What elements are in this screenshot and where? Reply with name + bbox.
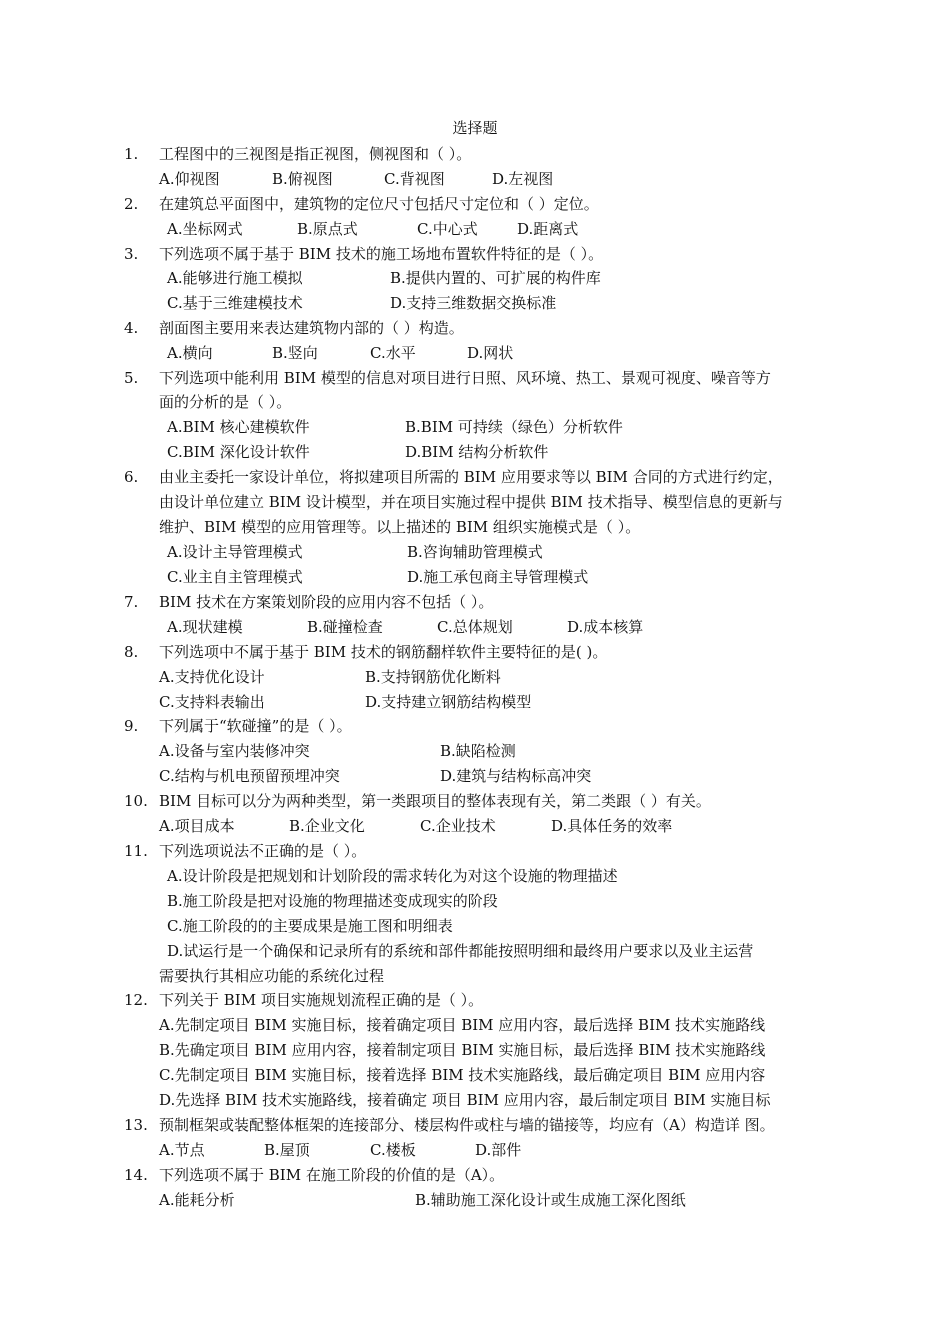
- option-d: D.部件: [475, 1141, 522, 1159]
- option-b: B.碰撞检查: [307, 618, 383, 636]
- option-c: C.中心式: [417, 220, 478, 238]
- option-d: D.网状: [467, 344, 514, 362]
- question-text: 维护、BIM 模型的应用管理等。以上描述的 BIM 组织实施模式是（ ）。: [159, 518, 641, 536]
- option-d: D.具体任务的效率: [551, 817, 673, 835]
- option-c: C.结构与机电预留预埋冲突: [159, 767, 340, 785]
- question-number: 2.: [124, 195, 139, 213]
- option-b: B.辅助施工深化设计或生成施工深化图纸: [415, 1191, 686, 1209]
- option-b: B.BIM 可持续（绿色）分析软件: [405, 418, 623, 436]
- question-text: 下列属于“软碰撞”的是（ ）。: [159, 717, 352, 735]
- option-d: D.建筑与结构标高冲突: [440, 767, 592, 785]
- question-number: 6.: [124, 468, 139, 486]
- question-number: 8.: [124, 643, 139, 661]
- question-text: 下列选项中能利用 BIM 模型的信息对项目进行日照、风环境、热工、景观可视度、噪音等方: [159, 369, 771, 387]
- question-text: 下列选项不属于基于 BIM 技术的施工场地布置软件特征的是（ ）。: [159, 245, 604, 263]
- option-c: C.水平: [370, 344, 416, 362]
- option-c: C.业主自主管理模式: [167, 568, 303, 586]
- question-text: 剖面图主要用来表达建筑物内部的（ ）构造。: [159, 319, 464, 337]
- page-title: 选择题: [452, 119, 498, 137]
- option-a: A.现状建模: [167, 618, 243, 636]
- option-c: C.楼板: [370, 1141, 416, 1159]
- question-number: 14.: [124, 1166, 148, 1184]
- option-b: B.先确定项目 BIM 应用内容，接着制定项目 BIM 实施目标，最后选择 BIM 技术实施路线: [159, 1041, 766, 1059]
- option-d: D.左视图: [492, 170, 554, 188]
- option-d: D.距离式: [517, 220, 579, 238]
- question-text: 下列关于 BIM 项目实施规划流程正确的是（ ）。: [159, 991, 484, 1009]
- option-a: A.横向: [167, 344, 213, 362]
- question-number: 7.: [124, 593, 139, 611]
- option-c: C.先制定项目 BIM 实施目标，接着选择 BIM 技术实施路线，最后确定项目 BIM 应用内容: [159, 1066, 766, 1084]
- question-number: 12.: [124, 991, 148, 1009]
- question-text: 下列选项说法不正确的是（ ）。: [159, 842, 367, 860]
- question-number: 4.: [124, 319, 139, 337]
- option-c: C.基于三维建模技术: [167, 294, 303, 312]
- question-text: 在建筑总平面图中，建筑物的定位尺寸包括尺寸定位和（ ）定位。: [159, 195, 599, 213]
- option-a: A.能耗分析: [159, 1191, 235, 1209]
- question-text: 面的分析的是（ ）。: [159, 393, 292, 411]
- option-b: B.提供内置的、可扩展的构件库: [390, 269, 601, 287]
- option-a: A.BIM 核心建模软件: [167, 418, 310, 436]
- option-b: B.企业文化: [289, 817, 365, 835]
- question-number: 1.: [124, 145, 139, 163]
- option-b: B.原点式: [297, 220, 358, 238]
- question-number: 10.: [124, 792, 148, 810]
- question-number: 13.: [124, 1116, 148, 1134]
- question-text: BIM 技术在方案策划阶段的应用内容不包括（ ）。: [159, 593, 494, 611]
- question-text: 下列选项不属于 BIM 在施工阶段的价值的是（A）。: [159, 1166, 505, 1184]
- option-c: C.总体规划: [437, 618, 513, 636]
- question-text: 预制框架或装配整体框架的连接部分、楼层构件或柱与墙的锚接等，均应有（A）构造详 图。: [159, 1116, 775, 1134]
- option-d: D.施工承包商主导管理模式: [407, 568, 589, 586]
- question-number: 5.: [124, 369, 139, 387]
- option-a: A.设计阶段是把规划和计划阶段的需求转化为对这个设施的物理描述: [167, 867, 618, 885]
- option-b: B.竖向: [272, 344, 318, 362]
- option-d: D.成本核算: [567, 618, 644, 636]
- question-text: 下列选项中不属于基于 BIM 技术的钢筋翻样软件主要特征的是( )。: [159, 643, 608, 661]
- option-a: A.设备与室内装修冲突: [159, 742, 310, 760]
- option-b: B.咨询辅助管理模式: [407, 543, 543, 561]
- question-text: 由业主委托一家设计单位，将拟建项目所需的 BIM 应用要求等以 BIM 合同的方式进行约定，: [159, 468, 783, 486]
- option-d: D.试运行是一个确保和记录所有的系统和部件都能按照明细和最终用户要求以及业主运营: [167, 942, 754, 960]
- option-a: A.支持优化设计: [159, 668, 265, 686]
- question-number: 11.: [124, 842, 148, 860]
- question-text: BIM 目标可以分为两种类型，第一类跟项目的整体表现有关，第二类跟（ ）有关。: [159, 792, 711, 810]
- option-c: C.BIM 深化设计软件: [167, 443, 310, 461]
- option-c: C.施工阶段的的主要成果是施工图和明细表: [167, 917, 453, 935]
- option-d: D.BIM 结构分析软件: [405, 443, 549, 461]
- option-c: C.支持料表输出: [159, 693, 265, 711]
- option-d-continued: 需要执行其相应功能的系统化过程: [159, 967, 385, 985]
- option-d: D.支持三维数据交换标准: [390, 294, 557, 312]
- option-d: D.先选择 BIM 技术实施路线，接着确定 项目 BIM 应用内容，最后制定项目 BIM 实施目标: [159, 1091, 771, 1109]
- option-b: B.俯视图: [272, 170, 333, 188]
- option-a: A.仰视图: [159, 170, 220, 188]
- option-d: D.支持建立钢筋结构模型: [365, 693, 532, 711]
- question-text: 由设计单位建立 BIM 设计模型，并在项目实施过程中提供 BIM 技术指导、模型信息的更新与: [159, 493, 783, 511]
- option-b: B.支持钢筋优化断料: [365, 668, 501, 686]
- option-c: C.背视图: [384, 170, 445, 188]
- option-a: A.项目成本: [159, 817, 235, 835]
- question-number: 9.: [124, 717, 139, 735]
- option-a: A.节点: [159, 1141, 205, 1159]
- option-c: C.企业技术: [420, 817, 496, 835]
- option-b: B.屋顶: [264, 1141, 310, 1159]
- option-a: A.设计主导管理模式: [167, 543, 303, 561]
- option-b: B.缺陷检测: [440, 742, 516, 760]
- option-b: B.施工阶段是把对设施的物理描述变成现实的阶段: [167, 892, 498, 910]
- option-a: A.先制定项目 BIM 实施目标，接着确定项目 BIM 应用内容，最后选择 BIM 技术实施路线: [159, 1016, 766, 1034]
- question-text: 工程图中的三视图是指正视图，侧视图和（ ）。: [159, 145, 472, 163]
- option-a: A.坐标网式: [167, 220, 243, 238]
- option-a: A.能够进行施工模拟: [167, 269, 303, 287]
- question-number: 3.: [124, 245, 139, 263]
